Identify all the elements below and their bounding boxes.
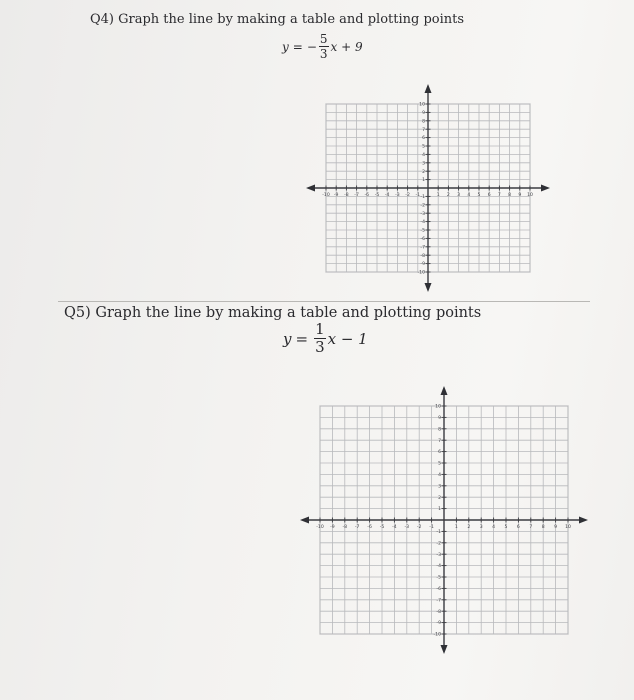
q5-y-tick-label: 8 — [438, 427, 441, 433]
q5-x-tick-label: -1 — [429, 525, 434, 530]
q4-y-tick-label: -3 — [420, 211, 425, 217]
q4-y-tick-label: 10 — [419, 102, 425, 108]
q5-y-tick-label: -10 — [433, 632, 441, 638]
q5-y-tick-label: 5 — [438, 461, 441, 467]
q4-x-tick-label: 8 — [508, 193, 512, 198]
q4-x-tick-label: -9 — [333, 193, 339, 198]
q4-y-tick-label: 9 — [422, 111, 425, 116]
question-4-prompt: Q4) Graph the line by making a table and plotting points — [90, 12, 465, 27]
q4-x-tick-label: 3 — [457, 193, 461, 198]
equation-equals: = — [292, 39, 303, 54]
q5-x-tick-label: -6 — [367, 525, 372, 530]
equation-negative-sign: − — [306, 39, 317, 54]
q5-x-tick-label: -10 — [316, 525, 324, 530]
q5-y-tick-label: 6 — [438, 450, 441, 456]
q5-x-tick-label: -9 — [330, 525, 335, 530]
q5-x-tick-label: -3 — [404, 525, 410, 530]
q4-y-tick-label: 2 — [422, 169, 425, 175]
q4-y-tick-label: -1 — [420, 195, 425, 200]
q4-x-tick-label: 5 — [477, 193, 481, 198]
q5-x-tick-label: 1 — [454, 525, 458, 530]
q4-x-tick-label: -6 — [364, 193, 370, 198]
q5-x-tick-label: -7 — [354, 525, 360, 530]
q4-x-tick-label: -3 — [395, 193, 400, 198]
q5-x-tick-label: -8 — [342, 525, 348, 530]
equation-tail: x + 9 — [330, 39, 363, 54]
q5-x-tick-label: 9 — [554, 525, 558, 530]
slope-denominator: 3 — [315, 338, 325, 356]
q4-x-tick-label: -10 — [322, 193, 330, 198]
q4-x-tick-label: 1 — [436, 193, 440, 198]
equation-tail: x − 1 — [327, 329, 368, 348]
q5-x-tick-label: -2 — [416, 525, 422, 530]
q4-y-tick-label: 4 — [422, 153, 425, 158]
q4-y-tick-label: 3 — [422, 161, 425, 167]
q4-x-tick-label: -5 — [374, 193, 380, 198]
q5-y-tick-label: -8 — [436, 609, 441, 615]
q4-x-tick-label: -1 — [415, 193, 421, 198]
q5-y-tick-label: -1 — [436, 530, 441, 535]
equation-equals: = — [295, 329, 309, 348]
q4-x-tick-label: 10 — [527, 193, 533, 198]
q5-y-tick-label: -3 — [436, 552, 441, 558]
q4-y-tick-label: -8 — [420, 253, 425, 259]
q5-x-tick-label: -5 — [379, 525, 385, 530]
q5-y-tick-label: -2 — [436, 541, 441, 547]
q4-y-tick-label: 6 — [422, 136, 425, 142]
slope-numerator: 5 — [319, 32, 328, 46]
q4-x-tick-label: 2 — [446, 193, 450, 198]
q5-y-tick-label: -6 — [436, 587, 441, 592]
q4-x-tick-label: 4 — [467, 193, 471, 198]
q5-x-arrow-left-icon — [300, 517, 309, 524]
q5-x-tick-label: 7 — [529, 525, 533, 530]
slope-numerator: 1 — [315, 320, 325, 338]
q4-y-tick-label: 5 — [422, 144, 425, 150]
q5-y-tick-label: -7 — [436, 598, 441, 604]
q5-y-tick-label: 9 — [438, 416, 441, 421]
q4-x-tick-label: 7 — [497, 193, 501, 198]
q4-y-tick-label: 1 — [422, 178, 425, 184]
q4-x-arrow-left-icon — [306, 185, 315, 192]
q4-y-tick-label: 7 — [422, 127, 425, 133]
q5-y-tick-label: -9 — [436, 621, 441, 627]
q5-y-tick-label: 7 — [438, 438, 441, 444]
q5-y-tick-label: 2 — [438, 495, 441, 501]
q5-x-tick-label: 5 — [504, 525, 508, 530]
q4-y-tick-label: -5 — [420, 228, 425, 234]
slope-denominator: 3 — [319, 47, 328, 61]
q4-y-tick-label: -6 — [420, 237, 425, 242]
q5-y-tick-label: 10 — [435, 404, 441, 410]
q4-y-tick-label: -7 — [420, 245, 425, 251]
q5-x-tick-label: -4 — [392, 525, 397, 530]
q4-y-tick-label: 8 — [422, 119, 425, 125]
q4-x-tick-label: -8 — [344, 193, 349, 198]
q4-y-tick-label: -4 — [420, 220, 425, 226]
q5-y-arrow-up-icon — [441, 386, 448, 395]
q5-x-tick-label: 6 — [516, 525, 520, 530]
question-5-prompt: Q5) Graph the line by making a table and plotting points — [64, 305, 482, 321]
q4-y-arrow-up-icon — [425, 84, 432, 93]
q5-y-tick-label: -4 — [436, 564, 441, 570]
q5-x-tick-label: 10 — [565, 525, 571, 530]
q4-y-tick-label: -9 — [420, 262, 425, 268]
q5-x-tick-label: 2 — [467, 525, 471, 530]
q5-y-tick-label: 1 — [438, 507, 441, 513]
q4-y-tick-label: -2 — [420, 203, 425, 209]
q5-y-tick-label: 3 — [438, 484, 441, 490]
q4-x-arrow-right-icon — [541, 185, 550, 192]
q4-x-tick-label: -7 — [354, 193, 359, 198]
q5-y-arrow-down-icon — [441, 645, 448, 654]
q5-x-tick-label: 3 — [479, 525, 483, 530]
q5-x-tick-label: 8 — [541, 525, 545, 530]
q5-x-tick-label: 4 — [492, 525, 496, 530]
q4-x-tick-label: 9 — [518, 193, 522, 198]
q4-x-tick-label: -4 — [384, 193, 390, 198]
q4-x-tick-label: -2 — [405, 193, 410, 198]
equation-lhs: y — [283, 329, 292, 348]
q5-y-tick-label: -5 — [436, 575, 441, 581]
q5-x-arrow-right-icon — [579, 517, 588, 524]
q5-y-tick-label: 4 — [438, 473, 441, 478]
q4-y-arrow-down-icon — [425, 283, 432, 292]
q4-y-tick-label: -10 — [417, 270, 425, 276]
q4-x-tick-label: 6 — [487, 193, 491, 198]
equation-lhs: y — [282, 39, 289, 54]
